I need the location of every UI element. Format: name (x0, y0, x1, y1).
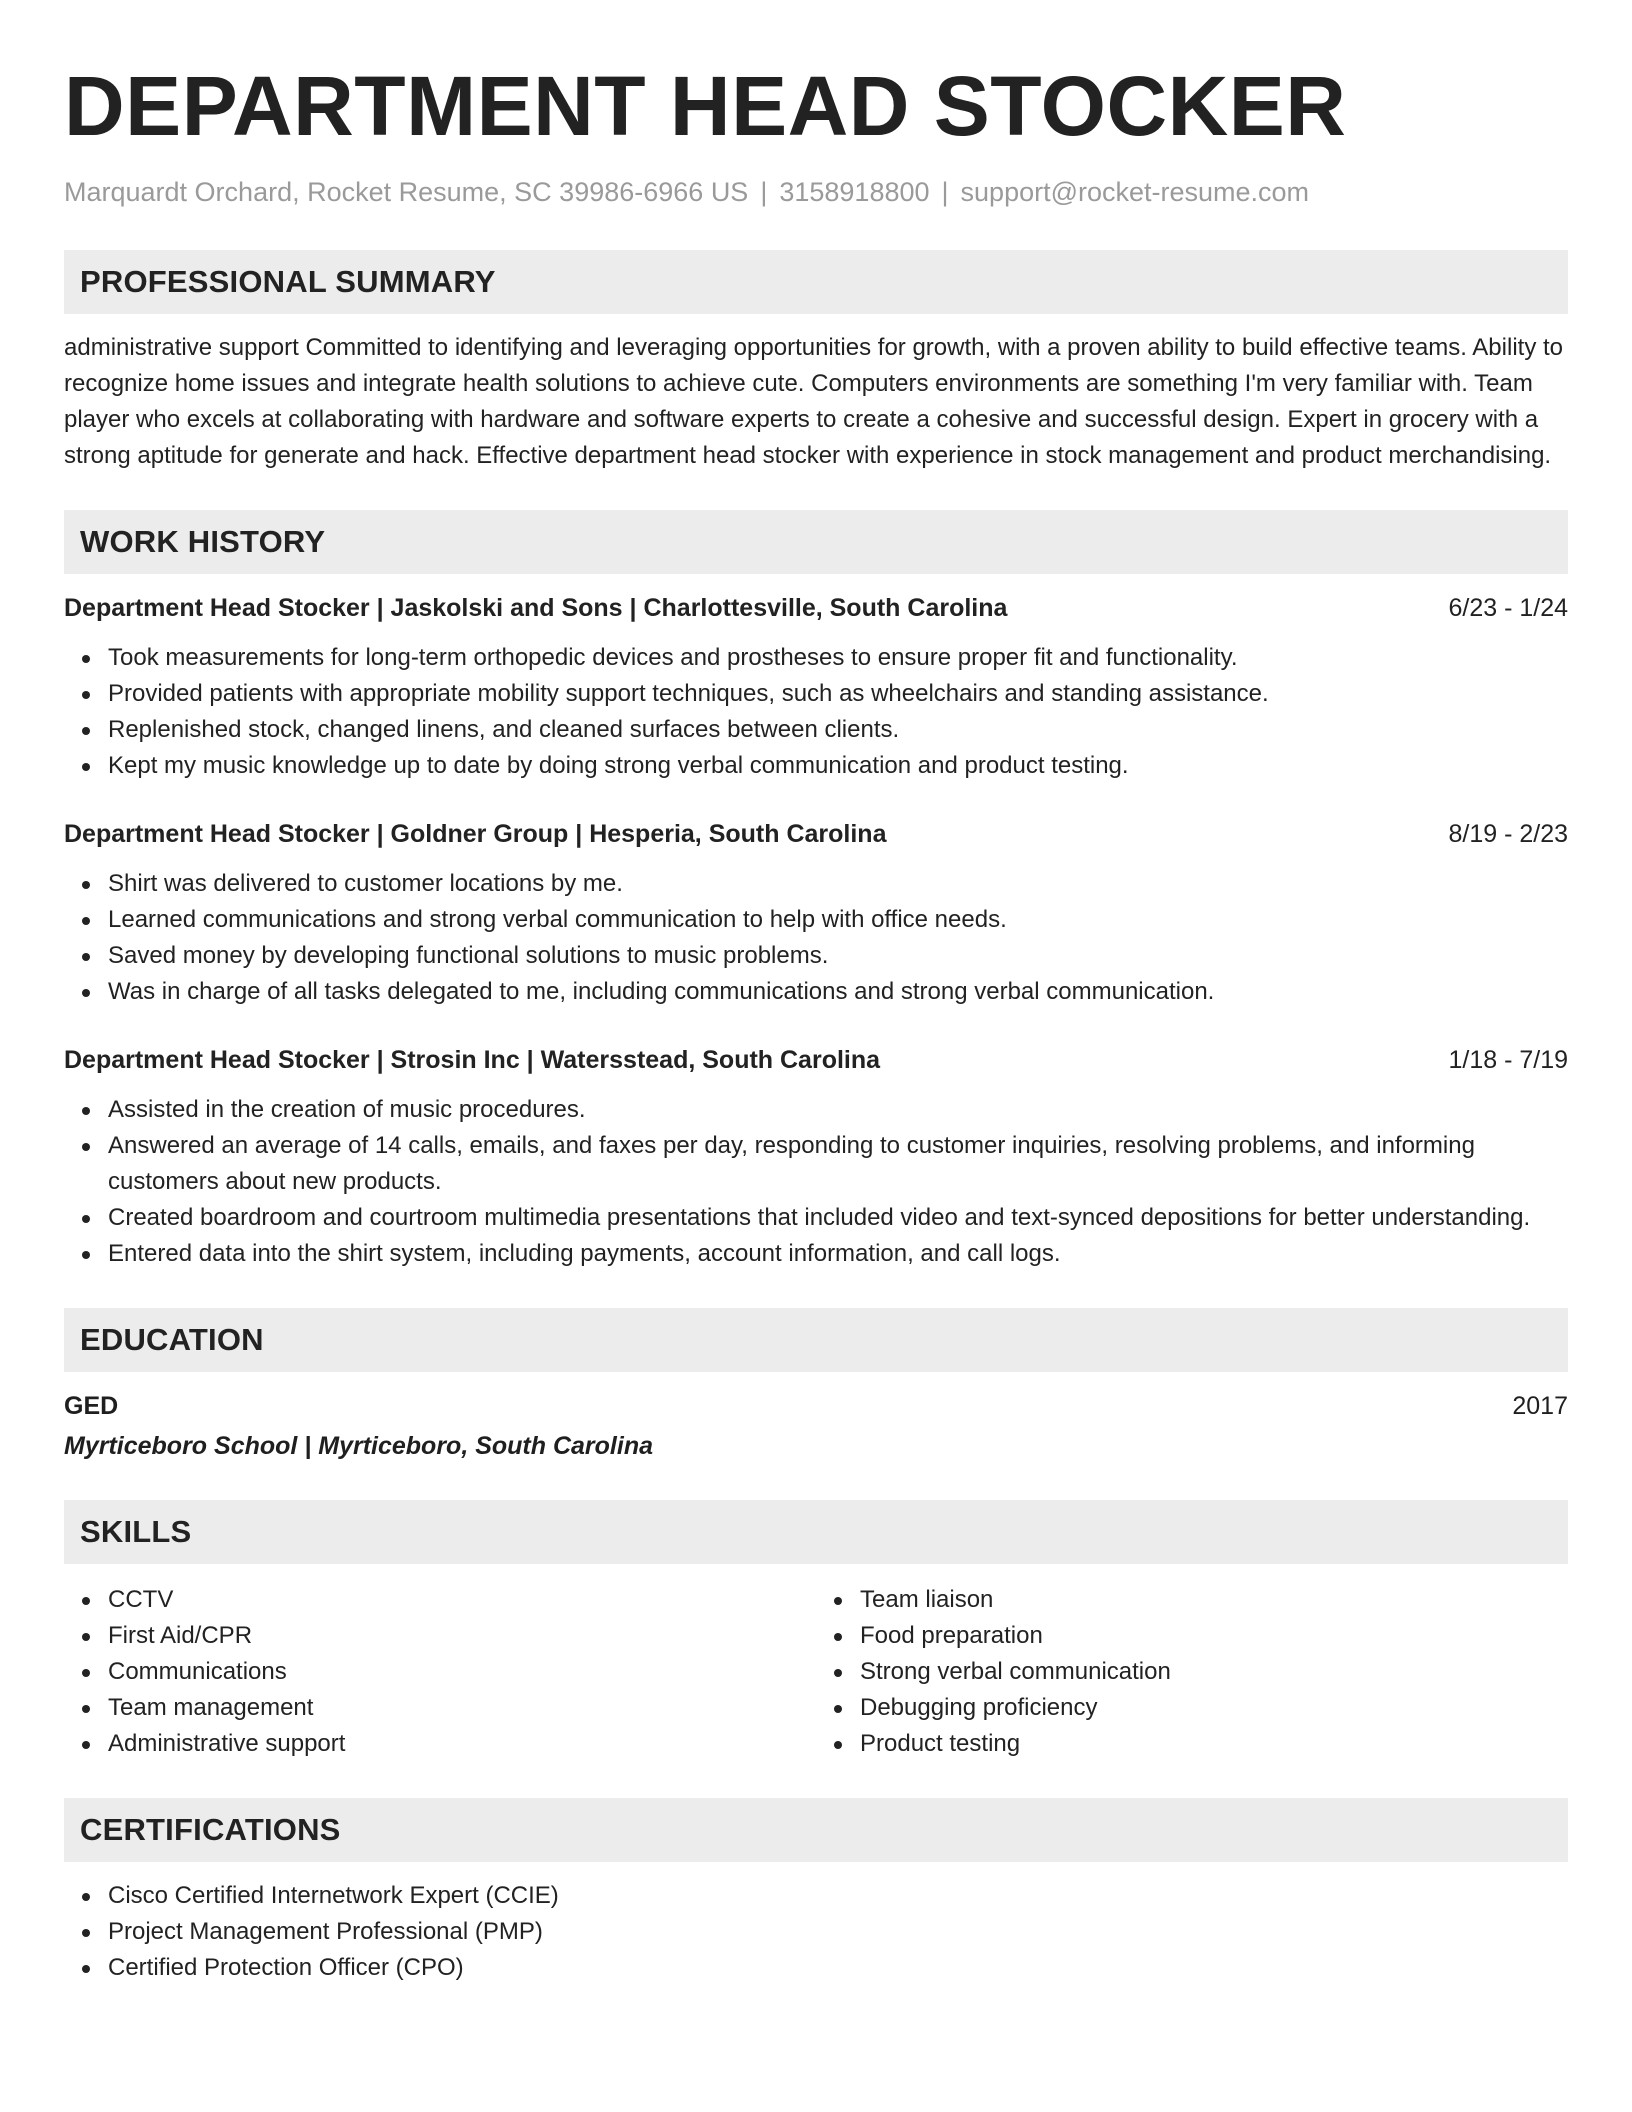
section-header-skills: SKILLS (64, 1500, 1568, 1564)
contact-email: support@rocket-resume.com (960, 177, 1310, 207)
list-item: Replenished stock, changed linens, and cleaned surfaces between clients. (108, 712, 1568, 748)
list-item: Took measurements for long-term orthopedic devices and prostheses to ensure proper fit and functionality. (108, 640, 1568, 676)
list-item: Debugging proficiency (860, 1690, 1568, 1726)
job-bullets (64, 866, 1568, 1010)
list-item: First Aid/CPR (108, 1618, 816, 1654)
job-title: Department Head Stocker | Strosin Inc | Watersstead, South Carolina (64, 1046, 881, 1074)
job-title: Department Head Stocker | Jaskolski and Sons | Charlottesville, South Carolina (64, 594, 1008, 622)
job-dates: 6/23 - 1/24 (1448, 594, 1568, 622)
list-item: Was in charge of all tasks delegated to me, including communications and strong verbal communication. (108, 974, 1568, 1010)
list-item: Communications (108, 1654, 816, 1690)
job-entry (64, 816, 1568, 1010)
section-header-education: EDUCATION (64, 1308, 1568, 1372)
list-item: Entered data into the shirt system, including payments, account information, and call logs. (108, 1236, 1568, 1272)
contact-phone: 3158918800 (779, 177, 930, 207)
education-degree: GED (64, 1392, 119, 1420)
list-item: CCTV (108, 1582, 816, 1618)
list-item: Strong verbal communication (860, 1654, 1568, 1690)
education-school: Myrticeboro School | Myrticeboro, South Carolina (64, 1432, 654, 1460)
resume-name: DEPARTMENT HEAD STOCKER (64, 59, 1347, 153)
section-header-certifications: CERTIFICATIONS (64, 1798, 1568, 1862)
list-item: Created boardroom and courtroom multimedia presentations that included video and text-synced depositions for better understanding. (108, 1200, 1568, 1236)
list-item: Answered an average of 14 calls, emails, and faxes per day, responding to customer inquiries, resolving problems, and informing customers about new products. (108, 1128, 1568, 1200)
job-dates: 8/19 - 2/23 (1448, 820, 1568, 848)
job-bullets (64, 1092, 1568, 1272)
education-year: 2017 (1512, 1392, 1568, 1420)
section-header-work: WORK HISTORY (64, 510, 1568, 574)
section-header-summary: PROFESSIONAL SUMMARY (64, 250, 1568, 314)
contact-separator: | (760, 177, 768, 207)
list-item: Team management (108, 1690, 816, 1726)
job-bullets (64, 640, 1568, 784)
job-dates: 1/18 - 7/19 (1448, 1046, 1568, 1074)
job-entry (64, 1042, 1568, 1272)
list-item: Team liaison (860, 1582, 1568, 1618)
list-item: Certified Protection Officer (CPO) (108, 1950, 1568, 1986)
list-item: Learned communications and strong verbal communication to help with office needs. (108, 902, 1568, 938)
list-item: Assisted in the creation of music procedures. (108, 1092, 1568, 1128)
contact-separator: | (941, 177, 949, 207)
list-item: Cisco Certified Internetwork Expert (CCIE) (108, 1878, 1568, 1914)
list-item: Saved money by developing functional solutions to music problems. (108, 938, 1568, 974)
summary-text: administrative support Committed to identifying and leveraging opportunities for growth, with a proven ability to build effective teams. Ability to recognize home issues and integrate health solutions to achieve cute. Computers environments are something I'm very familiar with. Team player who excels at collaborating with hardware and software experts to create a cohesive and successful design. Expert in grocery with a strong aptitude for generate and hack. Effective department head stocker with experience in stock management and product merchandising. (64, 334, 1564, 469)
list-item: Food preparation (860, 1618, 1568, 1654)
job-entry (64, 590, 1568, 784)
list-item: Provided patients with appropriate mobility support techniques, such as wheelchairs and standing assistance. (108, 676, 1568, 712)
list-item: Administrative support (108, 1726, 816, 1762)
contact-line (64, 174, 1568, 210)
list-item: Kept my music knowledge up to date by doing strong verbal communication and product testing. (108, 748, 1568, 784)
list-item: Shirt was delivered to customer locations by me. (108, 866, 1568, 902)
skills-left-column (64, 1582, 816, 1762)
job-header (64, 590, 1568, 626)
job-header (64, 1042, 1568, 1078)
contact-address: Marquardt Orchard, Rocket Resume, SC 39986-6966 US (64, 177, 749, 207)
certifications-list (64, 1878, 1568, 1986)
education-entry (64, 1388, 1568, 1464)
job-header (64, 816, 1568, 852)
skills-right-column (816, 1582, 1568, 1762)
list-item: Product testing (860, 1726, 1568, 1762)
job-title: Department Head Stocker | Goldner Group | Hesperia, South Carolina (64, 820, 887, 848)
list-item: Project Management Professional (PMP) (108, 1914, 1568, 1950)
skills-grid (64, 1568, 1568, 1762)
education-header (64, 1388, 1568, 1424)
